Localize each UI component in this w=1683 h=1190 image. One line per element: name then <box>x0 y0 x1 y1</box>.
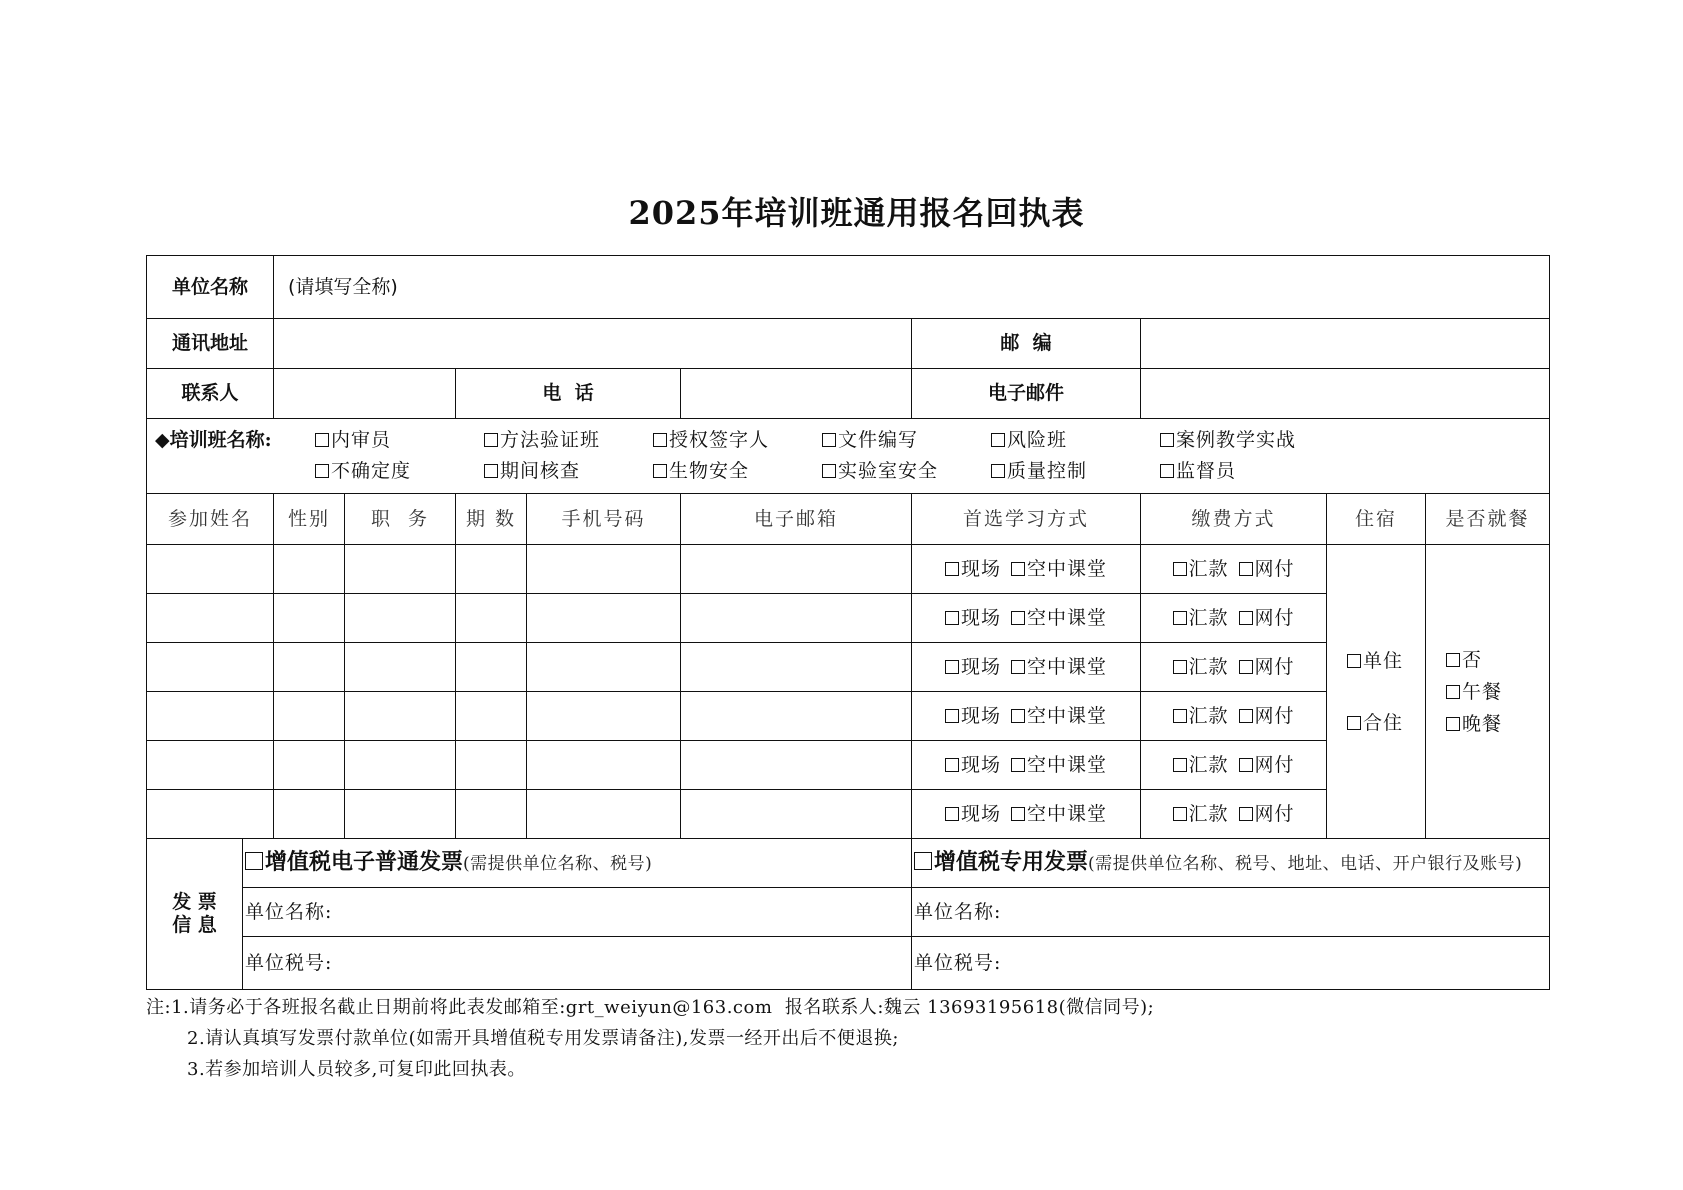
checkbox-icon[interactable] <box>1347 716 1361 730</box>
phone-input[interactable] <box>681 369 912 419</box>
course-option[interactable]: 方法验证班 <box>484 429 653 452</box>
checkbox-icon[interactable] <box>245 852 263 870</box>
attendee-name-input[interactable] <box>147 643 274 692</box>
study-mode-options: 现场 空中课堂 <box>912 692 1141 741</box>
attendee-mobile-input[interactable] <box>527 692 681 741</box>
attendee-position-input[interactable] <box>345 741 456 790</box>
address-label: 通讯地址 <box>147 319 274 369</box>
lodging-options <box>1327 545 1426 839</box>
contact-input[interactable] <box>274 369 456 419</box>
course-option[interactable]: 监督员 <box>1160 460 1329 483</box>
checkbox-icon[interactable] <box>1173 611 1187 625</box>
course-option[interactable]: 质量控制 <box>991 460 1160 483</box>
phone-label: 电 话 <box>456 369 681 419</box>
header-mobile: 手机号码 <box>527 494 681 545</box>
checkbox-icon[interactable] <box>1011 611 1025 625</box>
checkbox-icon[interactable] <box>991 433 1005 447</box>
course-option[interactable]: 实验室安全 <box>822 460 991 483</box>
attendee-position-input[interactable] <box>345 594 456 643</box>
course-option[interactable]: 授权签字人 <box>653 429 822 452</box>
checkbox-icon[interactable] <box>1239 562 1253 576</box>
header-payment: 缴费方式 <box>1141 494 1327 545</box>
company-label: 单位名称 <box>147 256 274 319</box>
checkbox-icon[interactable] <box>945 709 959 723</box>
payment-options: 汇款 网付 <box>1141 741 1327 790</box>
attendee-email-input[interactable] <box>681 790 912 839</box>
header-lodging: 住宿 <box>1327 494 1426 545</box>
attendee-row <box>147 545 1550 594</box>
payment-options: 汇款 网付 <box>1141 594 1327 643</box>
checkbox-icon[interactable] <box>822 433 836 447</box>
checkbox-icon[interactable] <box>1011 709 1025 723</box>
company-input[interactable]: (请填写全称) <box>274 256 1550 319</box>
checkbox-icon[interactable] <box>1173 758 1187 772</box>
checkbox-icon[interactable] <box>1173 709 1187 723</box>
attendee-gender-input[interactable] <box>274 741 345 790</box>
checkbox-icon[interactable] <box>484 464 498 478</box>
header-session: 期 数 <box>456 494 527 545</box>
attendee-email-input[interactable] <box>681 692 912 741</box>
checkbox-icon[interactable] <box>945 807 959 821</box>
course-option[interactable]: 内审员 <box>315 429 484 452</box>
checkbox-icon[interactable] <box>945 660 959 674</box>
checkbox-icon[interactable] <box>1011 758 1025 772</box>
note-line: 注:1.请务必于各班报名截止日期前将此表发邮箱至:grt_weiyun@163.com 报名联系人:魏云 13693195618(微信同号); <box>146 997 1155 1018</box>
study-mode-options: 现场 空中课堂 <box>912 545 1141 594</box>
checkbox-icon[interactable] <box>914 852 932 870</box>
attendee-name-input[interactable] <box>147 594 274 643</box>
checkbox-icon[interactable] <box>945 758 959 772</box>
course-option[interactable]: 期间核查 <box>484 460 653 483</box>
postcode-input[interactable] <box>1141 319 1550 369</box>
meal-options <box>1426 545 1550 839</box>
meal-option-dinner[interactable]: 晚餐 <box>1446 708 1549 740</box>
checkbox-icon[interactable] <box>1347 654 1361 668</box>
invoice-label: 发 票 信 息 <box>147 839 243 990</box>
course-option[interactable]: 生物安全 <box>653 460 822 483</box>
checkbox-icon[interactable] <box>991 464 1005 478</box>
attendee-name-input[interactable] <box>147 545 274 594</box>
attendee-session-input[interactable] <box>456 790 527 839</box>
attendee-name-input[interactable] <box>147 790 274 839</box>
registration-form-table <box>146 255 1550 990</box>
header-gender: 性别 <box>274 494 345 545</box>
attendee-gender-input[interactable] <box>274 594 345 643</box>
checkbox-icon[interactable] <box>1011 807 1025 821</box>
checkbox-icon[interactable] <box>1239 660 1253 674</box>
attendee-session-input[interactable] <box>456 741 527 790</box>
header-email: 电子邮箱 <box>681 494 912 545</box>
attendee-gender-input[interactable] <box>274 790 345 839</box>
postcode-label: 邮 编 <box>912 319 1141 369</box>
checkbox-icon[interactable] <box>1173 562 1187 576</box>
meal-option-none[interactable]: 否 <box>1446 644 1549 676</box>
contact-label: 联系人 <box>147 369 274 419</box>
checkbox-icon[interactable] <box>1011 562 1025 576</box>
payment-options: 汇款 网付 <box>1141 643 1327 692</box>
checkbox-icon[interactable] <box>315 433 329 447</box>
checkbox-icon[interactable] <box>1011 660 1025 674</box>
attendee-gender-input[interactable] <box>274 643 345 692</box>
study-mode-options: 现场 空中课堂 <box>912 594 1141 643</box>
checkbox-icon[interactable] <box>653 433 667 447</box>
header-position: 职 务 <box>345 494 456 545</box>
course-option[interactable]: 不确定度 <box>315 460 484 483</box>
study-mode-options: 现场 空中课堂 <box>912 790 1141 839</box>
checkbox-icon[interactable] <box>945 611 959 625</box>
attendee-email-input[interactable] <box>681 545 912 594</box>
special-invoice-option[interactable]: 增值税专用发票(需提供单位名称、税号、地址、电话、开户银行及账号) <box>912 839 1550 888</box>
payment-options: 汇款 网付 <box>1141 692 1327 741</box>
checkbox-icon[interactable] <box>1446 717 1460 731</box>
attendee-header-row <box>147 494 1550 545</box>
attendee-email-input[interactable] <box>681 643 912 692</box>
general-invoice-taxid-field[interactable]: 单位税号: <box>243 937 912 990</box>
attendee-name-input[interactable] <box>147 692 274 741</box>
special-invoice-taxid-field[interactable]: 单位税号: <box>912 937 1550 990</box>
attendee-mobile-input[interactable] <box>527 741 681 790</box>
address-input[interactable] <box>274 319 912 369</box>
special-invoice-company-field[interactable]: 单位名称: <box>912 888 1550 937</box>
general-invoice-company-field[interactable]: 单位名称: <box>243 888 912 937</box>
header-study-mode: 首选学习方式 <box>912 494 1141 545</box>
attendee-mobile-input[interactable] <box>527 594 681 643</box>
checkbox-icon[interactable] <box>1239 611 1253 625</box>
notes <box>146 992 1154 1085</box>
email-input[interactable] <box>1141 369 1550 419</box>
attendee-position-input[interactable] <box>345 643 456 692</box>
page-title: 2025年培训班通用报名回执表 <box>628 194 1085 232</box>
checkbox-icon[interactable] <box>1239 807 1253 821</box>
attendee-session-input[interactable] <box>456 545 527 594</box>
payment-options: 汇款 网付 <box>1141 790 1327 839</box>
attendee-mobile-input[interactable] <box>527 790 681 839</box>
attendee-session-input[interactable] <box>456 692 527 741</box>
attendee-gender-input[interactable] <box>274 692 345 741</box>
general-invoice-option[interactable]: 增值税电子普通发票(需提供单位名称、税号) <box>243 839 912 888</box>
note-line: 2.请认真填写发票付款单位(如需开具增值税专用发票请备注),发票一经开出后不便退换; <box>187 1028 900 1049</box>
course-heading: ◆培训班名称: <box>155 429 272 452</box>
lodging-option-single[interactable]: 单住 <box>1347 645 1425 677</box>
course-option[interactable]: 案例教学实战 <box>1160 429 1329 452</box>
attendee-position-input[interactable] <box>345 790 456 839</box>
attendee-email-input[interactable] <box>681 741 912 790</box>
attendee-gender-input[interactable] <box>274 545 345 594</box>
checkbox-icon[interactable] <box>1173 660 1187 674</box>
checkbox-icon[interactable] <box>822 464 836 478</box>
checkbox-icon[interactable] <box>653 464 667 478</box>
checkbox-icon[interactable] <box>1239 709 1253 723</box>
attendee-mobile-input[interactable] <box>527 545 681 594</box>
meal-option-lunch[interactable]: 午餐 <box>1446 676 1549 708</box>
checkbox-icon[interactable] <box>1173 807 1187 821</box>
checkbox-icon[interactable] <box>484 433 498 447</box>
checkbox-icon[interactable] <box>1446 685 1460 699</box>
attendee-mobile-input[interactable] <box>527 643 681 692</box>
attendee-position-input[interactable] <box>345 545 456 594</box>
checkbox-icon[interactable] <box>1446 653 1460 667</box>
attendee-name-input[interactable] <box>147 741 274 790</box>
attendee-email-input[interactable] <box>681 594 912 643</box>
payment-options: 汇款 网付 <box>1141 545 1327 594</box>
checkbox-icon[interactable] <box>1160 433 1174 447</box>
email-label: 电子邮件 <box>912 369 1141 419</box>
attendee-session-input[interactable] <box>456 643 527 692</box>
checkbox-icon[interactable] <box>1160 464 1174 478</box>
header-meal: 是否就餐 <box>1426 494 1550 545</box>
study-mode-options: 现场 空中课堂 <box>912 643 1141 692</box>
checkbox-icon[interactable] <box>945 562 959 576</box>
course-option[interactable]: 风险班 <box>991 429 1160 452</box>
course-option[interactable]: 文件编写 <box>822 429 991 452</box>
attendee-session-input[interactable] <box>456 594 527 643</box>
attendee-position-input[interactable] <box>345 692 456 741</box>
checkbox-icon[interactable] <box>315 464 329 478</box>
checkbox-icon[interactable] <box>1239 758 1253 772</box>
header-name: 参加姓名 <box>147 494 274 545</box>
note-line: 3.若参加培训人员较多,可复印此回执表。 <box>187 1059 526 1080</box>
lodging-option-shared[interactable]: 合住 <box>1347 707 1425 739</box>
course-selection <box>147 419 1550 494</box>
study-mode-options: 现场 空中课堂 <box>912 741 1141 790</box>
